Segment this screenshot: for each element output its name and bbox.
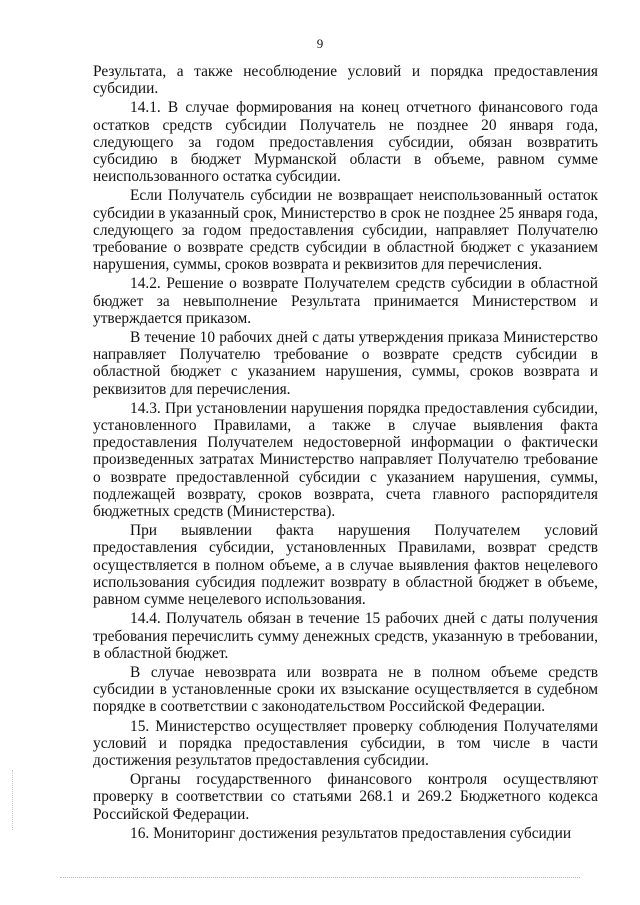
paragraph-14-2: 14.2. Решение о возврате Получателем средств субсидии в областной бюджет за невыполнение Результата принимается Министерством и утверждается приказом. bbox=[93, 275, 598, 327]
scan-edge-mark bbox=[12, 770, 13, 830]
paragraph-14-3: 14.3. При установлении нарушения порядка предоставления субсидии, установленного Правилами, а также в случае выявления факта предоставления Получателем недостоверной информации о фактически произведенных затратах Министерство направляет Получателю требование о возврате предоставленной субсидии с указанием нарушения, суммы, подлежащей возврату, сроков возврата, счета главного распорядителя бюджетных средств (Министерства). bbox=[93, 399, 598, 521]
paragraph-14-4: 14.4. Получатель обязан в течение 15 рабочих дней с даты получения требования перечислить сумму денежных средств, указанную в требовании, в областной бюджет. bbox=[93, 610, 598, 662]
paragraph-14-3-violation: При выявлении факта нарушения Получателем условий предоставления субсидии, установленных Правилами, возврат средств осуществляется в полном объеме, а в случае выявления фактов нецелевого использования субсидия подлежит возврату в областной бюджет в объеме, равном сумме нецелевого использования. bbox=[93, 522, 598, 609]
paragraph-continuation: Результата, а также несоблюдение условий и порядка предоставления субсидии. bbox=[93, 63, 598, 98]
paragraph-14-1-return-demand: Если Получатель субсидии не возвращает неиспользованный остаток субсидии в указанный срок, Министерство в срок не позднее 25 января года, следующего за годом предоставления субсидии, направляет Получателю требование о возврате средств субсидии в областной бюджет с указанием нарушения, суммы, сроков возврата и реквизитов для перечисления. bbox=[93, 187, 598, 274]
paragraph-15: 15. Министерство осуществляет проверку соблюдения Получателями условий и порядка предоставления субсидии, в том числе в части достижения результатов предоставления субсидии. bbox=[93, 717, 598, 769]
paragraph-15-state-control: Органы государственного финансового контроля осуществляют проверку в соответствии со статьями 268.1 и 269.2 Бюджетного кодекса Российской Федерации. bbox=[93, 771, 598, 823]
document-body bbox=[93, 63, 598, 844]
page-number: 9 bbox=[316, 36, 324, 51]
paragraph-14-4-enforcement: В случае невозврата или возврата не в полном объеме средств субсидии в установленные сроки их взыскание осуществляется в судебном порядке в соответствии с законодательством Российской Федерации. bbox=[93, 663, 598, 716]
scan-noise-line bbox=[60, 877, 580, 878]
paragraph-16: 16. Мониторинг достижения результатов предоставления субсидии bbox=[130, 824, 572, 842]
paragraph-14-2-demand-term: В течение 10 рабочих дней с даты утверждения приказа Министерство направляет Получателю требование о возврате средств субсидии в областной бюджет с указанием нарушения, суммы, сроков возврата и реквизитов для перечисления. bbox=[93, 329, 598, 398]
paragraph-14-1: 14.1. В случае формирования на конец отчетного финансового года остатков средств субсидии Получатель не позднее 20 января года, следующего за годом предоставления субсидии, обязан возвратить субсидию в бюджет Мурманской области в объеме, равном сумме неиспользованного остатка субсидии. bbox=[93, 99, 598, 186]
